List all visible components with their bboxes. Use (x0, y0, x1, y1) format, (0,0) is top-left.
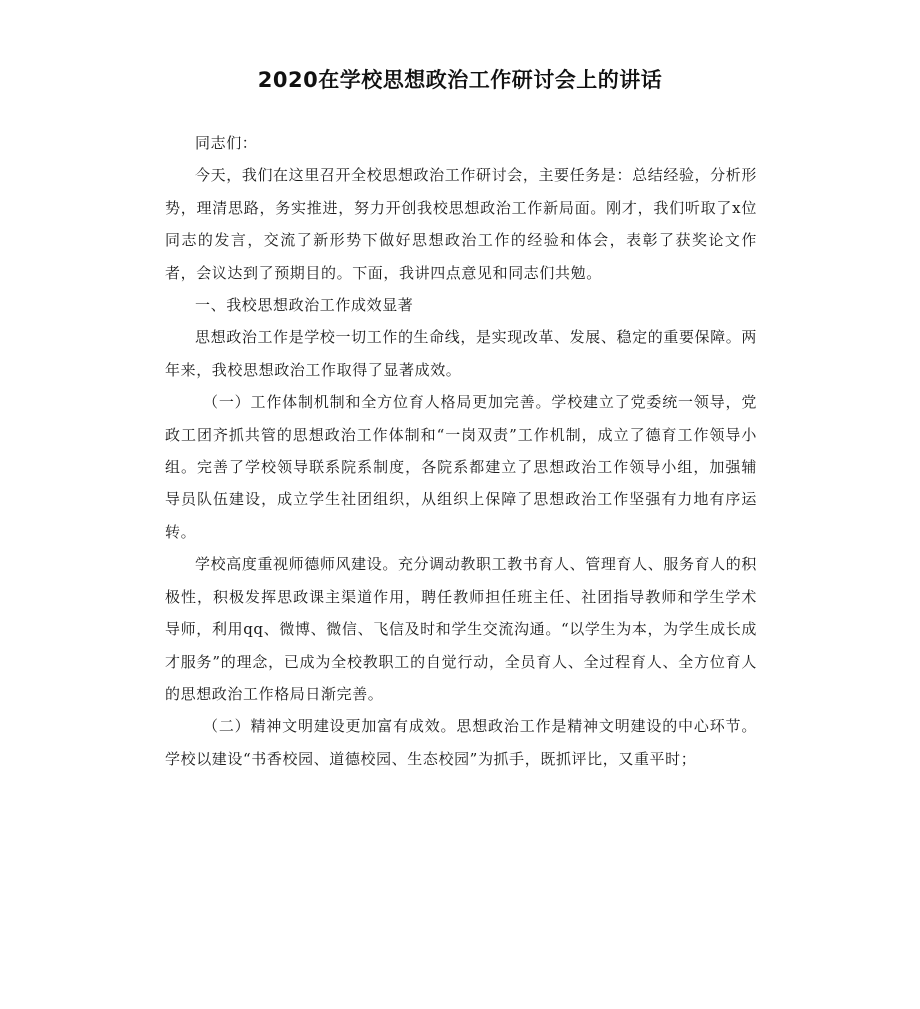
document-body (165, 127, 757, 775)
document-title: 2020在学校思想政治工作研讨会上的讲话 (257, 68, 663, 92)
salutation-paragraph: 同志们： (195, 134, 258, 152)
subsection-2-paragraph: （二）精神文明建设更加富有成效。思想政治工作是精神文明建设的中心环节。学校以建设“书香校园、道德校园、生态校园”为抓手，既抓评比，又重平时； (165, 717, 757, 768)
section-1-paragraph: 思想政治工作是学校一切工作的生命线，是实现改革、发展、稳定的重要保障。两年来，我校思想政治工作取得了显著成效。 (165, 328, 757, 379)
teacher-ethics-paragraph: 学校高度重视师德师风建设。充分调动教职工教书育人、管理育人、服务育人的积极性，积极发挥思政课主渠道作用，聘任教师担任班主任、社团指导教师和学生学术导师，利用qq、微博、微信、飞信及时和学生交流沟通。“以学生为本，为学生成长成才服务”的理念，已成为全校教职工的自觉行动，全员育人、全过程育人、全方位育人的思想政治工作格局日渐完善。 (165, 555, 757, 703)
section-heading-1: 一、我校思想政治工作成效显著 (195, 296, 414, 315)
intro-paragraph: 今天，我们在这里召开全校思想政治工作研讨会，主要任务是：总结经验，分析形势，理清思路，务实推进，努力开创我校思想政治工作新局面。刚才，我们听取了x位同志的发言，交流了新形势下做好思想政治工作的经验和体会，表彰了获奖论文作者，会议达到了预期目的。下面，我讲四点意见和同志们共勉。 (165, 166, 757, 282)
subsection-1-paragraph: （一）工作体制机制和全方位育人格局更加完善。学校建立了党委统一领导，党政工团齐抓共管的思想政治工作体制和“一岗双责”工作机制，成立了德育工作领导小组。完善了学校领导联系院系制度，各院系都建立了思想政治工作领导小组，加强辅导员队伍建设，成立学生社团组织，从组织上保障了思想政治工作坚强有力地有序运转。 (165, 393, 757, 541)
